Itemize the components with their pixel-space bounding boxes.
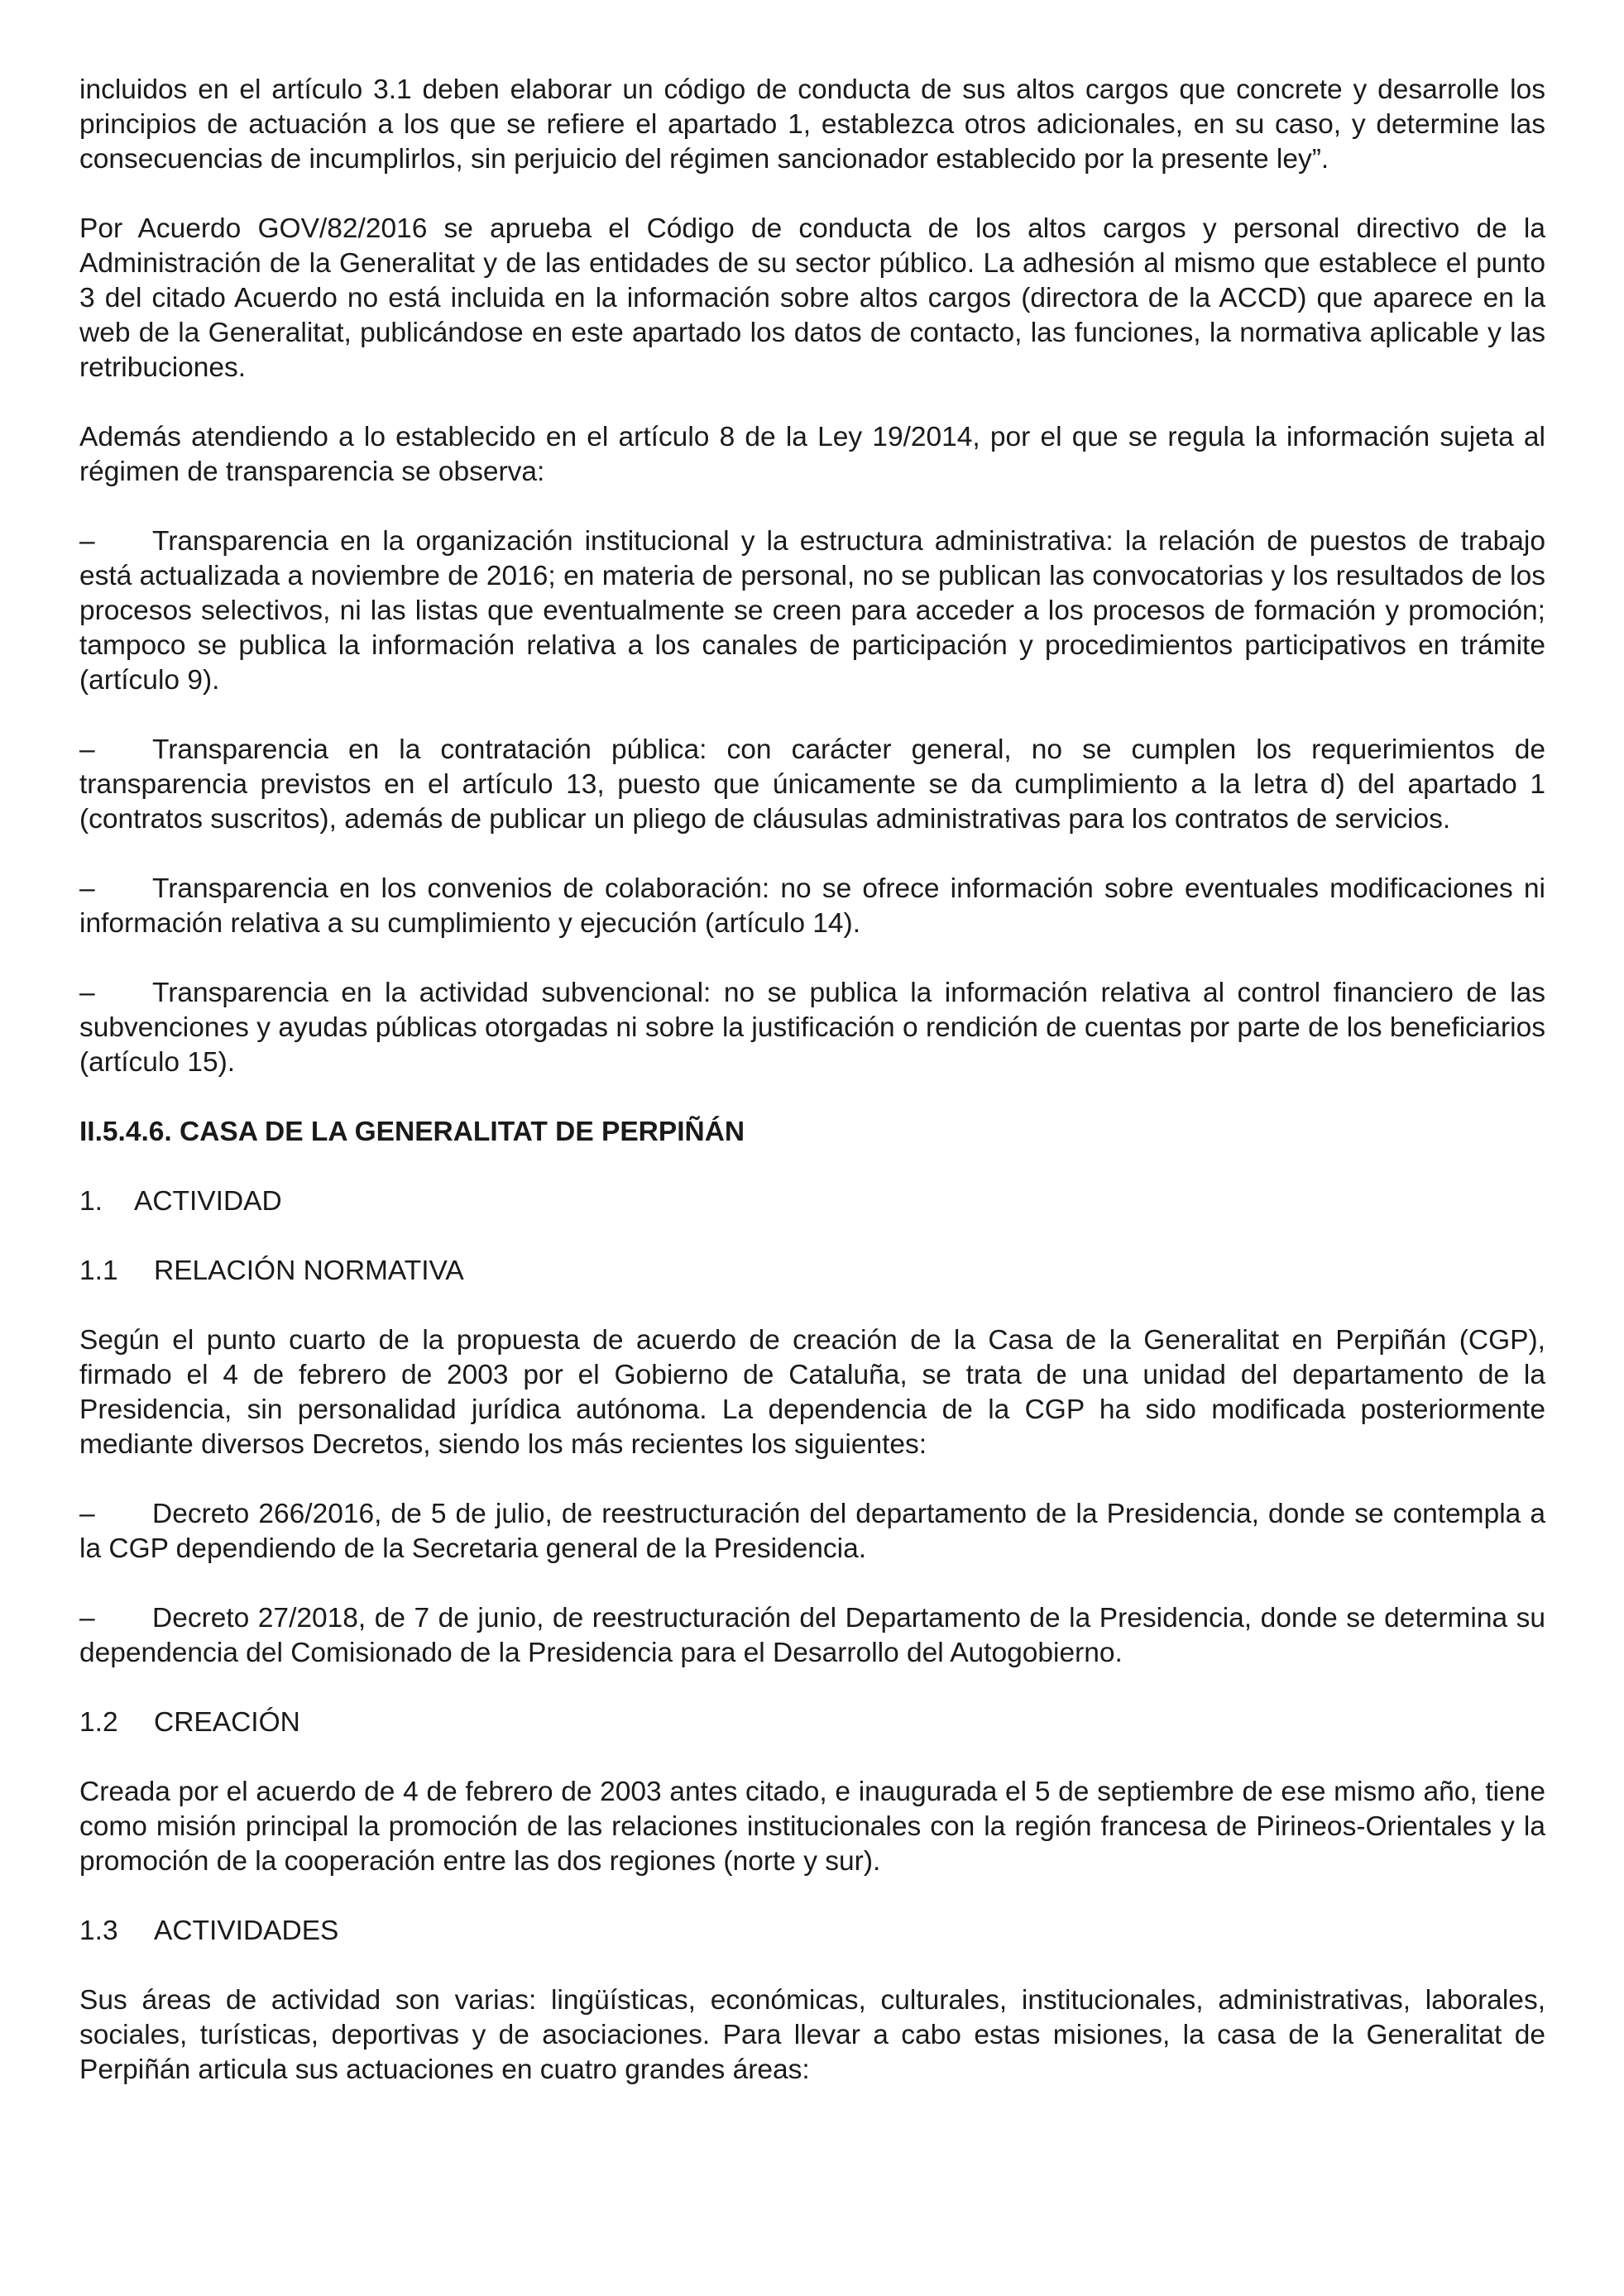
dash-marker: – xyxy=(79,526,95,557)
bullet-actividad-subvencional xyxy=(79,976,1545,1080)
bullet-decreto-27-2018 xyxy=(79,1601,1545,1671)
heading-actividades xyxy=(79,1914,1545,1949)
heading-number: 1.2 xyxy=(79,1707,118,1738)
heading-creacion xyxy=(79,1705,1545,1740)
bullet-contratacion-publica xyxy=(79,733,1545,837)
heading-actividad xyxy=(79,1184,1545,1219)
heading-label: CREACIÓN xyxy=(154,1707,300,1738)
heading-label: RELACIÓN NORMATIVA xyxy=(154,1256,464,1286)
dash-marker: – xyxy=(79,978,95,1008)
bullet-text: Transparencia en la contratación pública: con carácter general, no se cumplen los requerimientos de transparencia previstos en el artículo 13, puesto que únicamente se da cumplimiento a la letra d) del apartado 1 (contratos suscritos), además de publicar un pliego de cláusulas administrativas para los contratos de servicios. xyxy=(79,734,1545,835)
paragraph-acuerdo-gov: Por Acuerdo GOV/82/2016 se aprueba el Código de conducta de los altos cargos y personal directivo de la Administración de la Generalitat y de las entidades de su sector público. La adhesión al mismo que establece el punto 3 del citado Acuerdo no está incluida en la información sobre altos cargos (directora de la ACCD) que aparece en la web de la Generalitat, publicándose en este apartado los datos de contacto, las funciones, la normativa aplicable y las retribuciones. xyxy=(79,213,1545,383)
bullet-text: Decreto 266/2016, de 5 de julio, de reestructuración del departamento de la Presidencia, donde se contempla a la CGP dependiendo de la Secretaria general de la Presidencia. xyxy=(79,1499,1545,1564)
heading-label: ACTIVIDADES xyxy=(154,1916,339,1946)
dash-marker: – xyxy=(79,1603,95,1634)
heading-number: 1.3 xyxy=(79,1916,118,1946)
dash-marker: – xyxy=(79,1499,95,1529)
dash-marker: – xyxy=(79,873,95,904)
bullet-convenios-colaboracion xyxy=(79,872,1545,941)
heading-number: 1. xyxy=(79,1186,103,1217)
bullet-organizacion-institucional xyxy=(79,524,1545,698)
bullet-text: Transparencia en los convenios de colaboración: no se ofrece información sobre eventuales modificaciones ni información relativa a su cumplimiento y ejecución (artículo 14). xyxy=(79,873,1545,939)
heading-number: 1.1 xyxy=(79,1256,118,1286)
paragraph-ley-19-2014: Además atendiendo a lo establecido en el artículo 8 de la Ley 19/2014, por el que se regula la información sujeta al régimen de transparencia se observa: xyxy=(79,422,1545,487)
bullet-text: Transparencia en la actividad subvencional: no se publica la información relativa al control financiero de las subvenciones y ayudas públicas otorgadas ni sobre la justificación o rendición de cuentas por parte de los beneficiarios (artículo 15). xyxy=(79,978,1545,1078)
dash-marker: – xyxy=(79,734,95,765)
paragraph-actividades: Sus áreas de actividad son varias: lingüísticas, económicas, culturales, institucionales, administrativas, laborales, sociales, turísticas, deportivas y de asociaciones. Para llevar a cabo estas misiones, la casa de la Generalitat de Perpiñán articula sus actuaciones en cuatro grandes áreas: xyxy=(79,1985,1545,2085)
bullet-text: Transparencia en la organización institucional y la estructura administrativa: la relación de puestos de trabajo está actualizada a noviembre de 2016; en materia de personal, no se publican las convocatorias y los resultados de los procesos selectivos, ni las listas que eventualmente se creen para acceder a los procesos de formación y promoción; tampoco se publica la información relativa a los canales de participación y procedimientos participativos en trámite (artículo 9). xyxy=(79,526,1545,696)
document-page xyxy=(79,73,1545,2122)
heading-label: ACTIVIDAD xyxy=(134,1186,282,1217)
paragraph-code-of-conduct-end: incluidos en el artículo 3.1 deben elaborar un código de conducta de sus altos cargos que concrete y desarrolle los principios de actuación a los que se refiere el apartado 1, establezca otros adicionales, en su caso, y determine las consecuencias de incumplirlos, sin perjuicio del régimen sancionador establecido por la presente ley”. xyxy=(79,74,1545,175)
paragraph-normativa: Según el punto cuarto de la propuesta de acuerdo de creación de la Casa de la Generalitat en Perpiñán (CGP), firmado el 4 de febrero de 2003 por el Gobierno de Cataluña, se trata de una unidad del departamento de la Presidencia, sin personalidad jurídica autónoma. La dependencia de la CGP ha sido modificada posteriormente mediante diversos Decretos, siendo los más recientes los siguientes: xyxy=(79,1325,1545,1460)
paragraph-creacion: Creada por el acuerdo de 4 de febrero de 2003 antes citado, e inaugurada el 5 de septiembre de ese mismo año, tiene como misión principal la promoción de las relaciones institucionales con la región francesa de Pirineos-Orientales y la promoción de la cooperación entre las dos regiones (norte y sur). xyxy=(79,1777,1545,1877)
heading-relacion-normativa xyxy=(79,1254,1545,1289)
bullet-decreto-266-2016 xyxy=(79,1497,1545,1567)
bullet-text: Decreto 27/2018, de 7 de junio, de reestructuración del Departamento de la Presidencia, donde se determina su dependencia del Comisionado de la Presidencia para el Desarrollo del Autogobierno. xyxy=(79,1603,1545,1668)
section-title: II.5.4.6. CASA DE LA GENERALITAT DE PERPIÑÁN xyxy=(79,1117,745,1147)
